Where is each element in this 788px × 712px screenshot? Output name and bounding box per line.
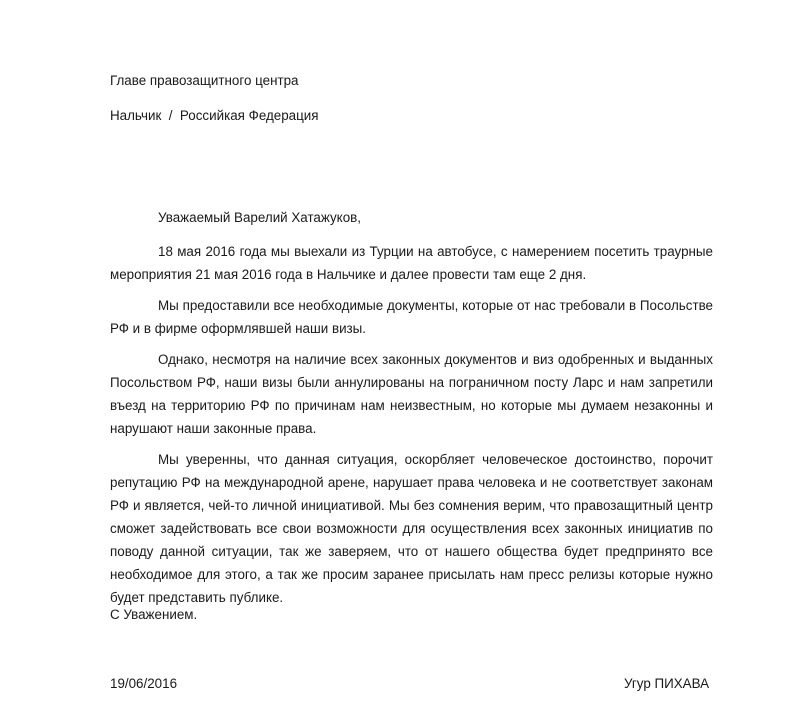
recipient-location: Нальчик / Российкая Федерация xyxy=(110,108,319,123)
paragraph-4: Мы уверенны, что данная ситуация, оскорбляет человеческое достоинство, порочит репутацию РФ на международной арене, нарушает права человека и не соответствует законам РФ и является, чей-то личной инициативой. Мы без сомнения верим, что правозащитный центр сможет задействовать все свои возможности для осуществления всех законных инициатив по поводу данной ситуации, так же заверяем, что от нашего общества будет предпринято все необходимое для этого, а так же просим заранее присылать нам пресс релизы которые нужно будет представить публике. xyxy=(110,452,713,605)
paragraph-1: 18 мая 2016 года мы выехали из Турции на автобусе, с намерением посетить траурные мероприятия 21 мая 2016 года в Нальчике и далее провести там еще 2 дня. xyxy=(110,244,713,282)
signature-date: 19/06/2016 xyxy=(110,676,178,691)
recipient-title: Главе правозащитного центра xyxy=(110,73,299,88)
salutation: Уважаемый Варелий Хатажуков, xyxy=(158,210,361,225)
signature-name: Угур ПИХАВА xyxy=(624,676,710,691)
paragraph-3: Однако, несмотря на наличие всех законных документов и виз одобренных и выданных Посольством РФ, наши визы были аннулированы на пограничном посту Ларс и нам запретили въезд на территорию РФ по причинам нам неизвестным, но которые мы думаем незаконны и нарушают наши законные права. xyxy=(110,352,713,436)
closing: С Уважением. xyxy=(110,607,198,622)
paragraph-2: Мы предоставили все необходимые документы, которые от нас требовали в Посольстве РФ и в фирме оформлявшей наши визы. xyxy=(110,298,713,336)
